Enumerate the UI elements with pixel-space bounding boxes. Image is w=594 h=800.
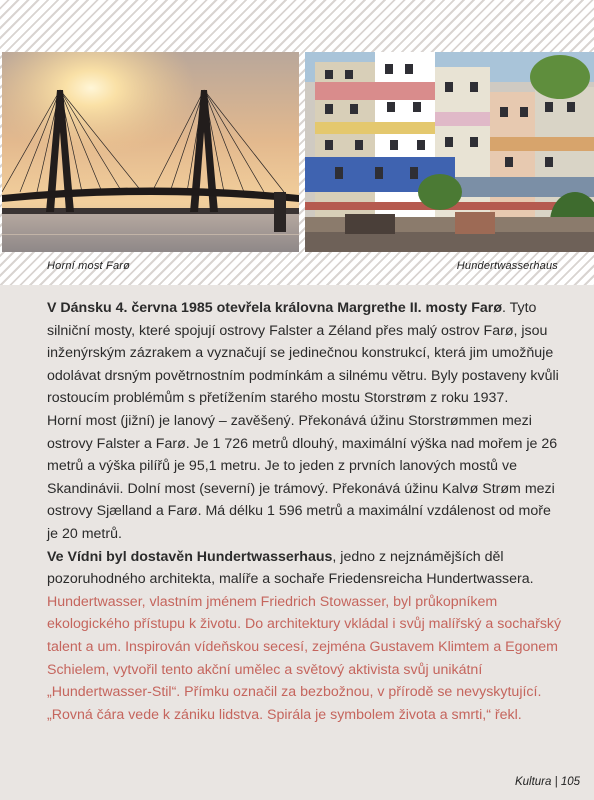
paragraph-vienna-lead: Ve Vídni byl dostavěn Hundertwasserhaus — [47, 548, 333, 565]
paragraph-faro — [47, 297, 563, 410]
hundertwasserhaus-photo — [305, 52, 594, 252]
page-footer — [515, 776, 580, 788]
footer-separator: | — [554, 776, 558, 788]
right-photo-caption: Hundertwasserhaus — [456, 260, 558, 272]
paragraph-hundertwasser: Hundertwasser, vlastním jménem Friedrich Stowasser, byl průkopníkem ekologického přístupu k životu. Do architektury vkládal i svůj malířský a sochařský talent a um. Inspirován vídeňskou secesí, zejména Gustavem Klimtem a Egonem Schielem, vytvořil tento akční umělec a světový aktivista svůj unikátní „Hundertwasser-Stil“. Přímku označil za bezbožnou, v přírodě se nevyskytující. „Rovná čára vede k zániku lidstva. Spirála je symbolem života a smrti,“ řekl. — [47, 593, 562, 723]
paragraph-vienna-text: , jedno z nejznámějších děl pozoruhodného architekta, malíře a sochaře Friedensreicha Hundertwassera. — [47, 548, 534, 588]
paragraph-faro-lead: V Dánsku 4. června 1985 otevřela královna Margrethe II. mosty Farø — [47, 300, 502, 316]
paragraph-vienna — [47, 546, 563, 591]
footer-section: Kultura — [514, 776, 552, 788]
faro-bridge-photo — [2, 52, 299, 252]
page-number: 105 — [560, 776, 580, 788]
left-photo-caption: Horní most Farø — [47, 260, 131, 272]
article-body — [47, 297, 563, 726]
paragraph-faro-text: . Tyto silniční mosty, které spojují ostrovy Falster a Zéland přes malý ostrov Farø, jsou inženýrským zázrakem a vyznačují se jedinečnou konstrukcí, která jim umožňuje odolávat drsným povětrnostním podmínkám a silnému větru. Byly postaveny kvůli rostoucím problémům s přetížením starého mostu Storstrøm z roku 1937. — [47, 300, 559, 407]
paragraph-bridges: Horní most (jižní) je lanový – zavěšený. Překonává úžinu Storstrømmen mezi ostrovy Falster a Farø. Je 1 726 metrů dlouhý, maximální výška nad mořem je 26 metrů a výška pilířů je 95,1 metru. Je to jeden z prvních lanových mostů ve Skandinávii. Dolní most (severní) je trámový. Překonává úžinu Kalvø Strøm mezi ostrovy Sjælland a Farø. Má délku 1 596 metrů a maximální vzdálenost od moře je 20 metrů. — [47, 412, 558, 542]
